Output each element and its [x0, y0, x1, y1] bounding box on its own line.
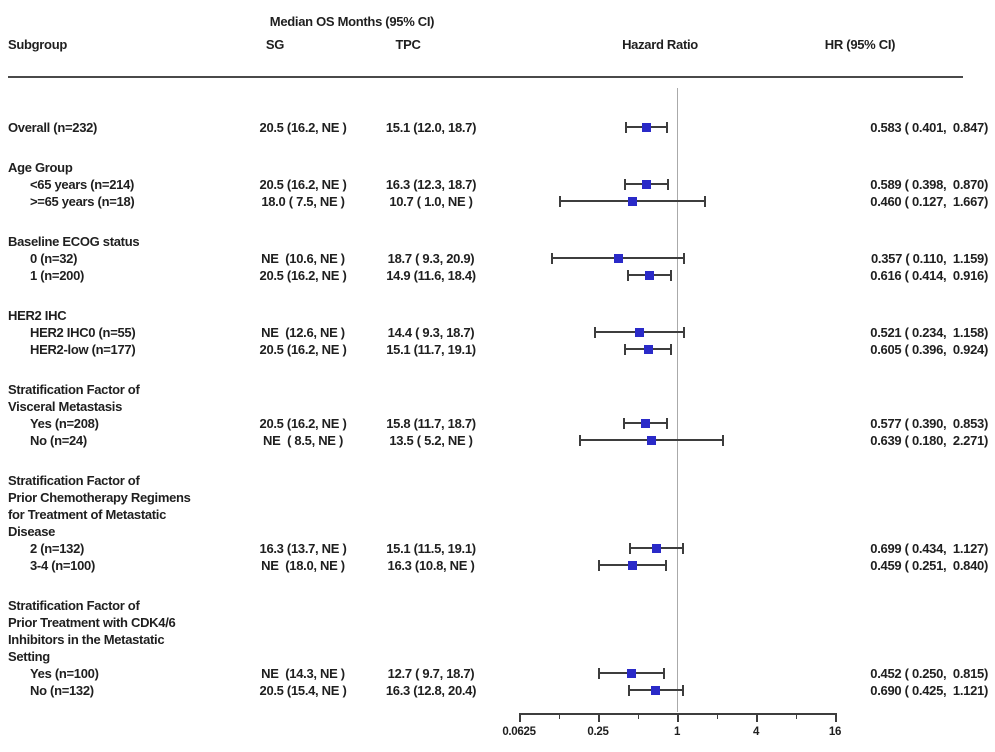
section-header-label: Age Group — [8, 160, 73, 175]
ci-cap-right — [682, 685, 684, 696]
axis-tick-label: 4 — [752, 726, 760, 738]
tpc-median-os-value: 15.1 (11.5, 19.1) — [386, 541, 476, 556]
tpc-median-os-value: 14.9 (11.6, 18.4) — [386, 268, 476, 283]
row-label: <65 years (n=214) — [30, 177, 135, 192]
hr-point-marker — [641, 419, 650, 428]
axis-minor-tick — [638, 713, 640, 719]
sg-column-header: SG — [265, 37, 285, 52]
hr-ci-text: 0.521 ( 0.234, 1.158) — [870, 325, 988, 340]
forest-row — [0, 324, 995, 341]
ci-cap-right — [683, 327, 685, 338]
sg-median-os-value: NE (12.6, NE ) — [261, 325, 345, 340]
row-label: HER2 IHC0 (n=55) — [30, 325, 136, 340]
hr-ci-text: 0.357 ( 0.110, 1.159) — [871, 251, 988, 266]
row-label: Yes (n=100) — [30, 666, 99, 681]
ci-cap-left — [579, 435, 581, 446]
row-label: 0 (n=32) — [30, 251, 78, 266]
hr-point-marker — [651, 686, 660, 695]
hr-point-marker — [614, 254, 623, 263]
axis-major-tick — [598, 713, 600, 722]
ci-cap-left — [559, 196, 561, 207]
ci-cap-left — [624, 344, 626, 355]
row-label: 2 (n=132) — [30, 541, 85, 556]
ci-cap-left — [629, 543, 631, 554]
ci-cap-right — [665, 560, 667, 571]
hr-ci-text: 0.583 ( 0.401, 0.847) — [870, 120, 988, 135]
sg-median-os-value: 20.5 (16.2, NE ) — [259, 120, 347, 135]
axis-minor-tick — [559, 713, 561, 719]
forest-row — [0, 557, 995, 574]
axis-major-tick — [677, 713, 679, 722]
section-header-line — [0, 472, 995, 489]
section-header-label: Prior Chemotherapy Regimens — [8, 490, 191, 505]
row-label: No (n=24) — [30, 433, 87, 448]
ci-cap-right — [670, 344, 672, 355]
ci-cap-right — [722, 435, 724, 446]
sg-median-os-value: 18.0 ( 7.5, NE ) — [261, 194, 345, 209]
forest-row — [0, 432, 995, 449]
ci-cap-left — [627, 270, 629, 281]
os-months-span-header: Median OS Months (95% CI) — [269, 14, 435, 29]
row-label: 3-4 (n=100) — [30, 558, 95, 573]
section-header-line — [0, 648, 995, 665]
ci-cap-left — [624, 179, 626, 190]
hr-point-marker — [635, 328, 644, 337]
forest-row — [0, 341, 995, 358]
forest-row — [0, 682, 995, 699]
tpc-median-os-value: 16.3 (10.8, NE ) — [387, 558, 475, 573]
section-header-line — [0, 523, 995, 540]
forest-row — [0, 176, 995, 193]
axis-major-tick — [835, 713, 837, 722]
hr-ci-text: 0.616 ( 0.414, 0.916) — [870, 268, 988, 283]
ci-cap-right — [667, 179, 669, 190]
axis-baseline — [519, 713, 835, 715]
section-header-label: HER2 IHC — [8, 308, 67, 323]
section-header-label: Visceral Metastasis — [8, 399, 123, 414]
axis-tick-label: 1 — [673, 726, 681, 738]
tpc-median-os-value: 13.5 ( 5.2, NE ) — [389, 433, 473, 448]
subgroup-column-header: Subgroup — [8, 37, 67, 52]
ci-cap-right — [663, 668, 665, 679]
hr-ci-text: 0.605 ( 0.396, 0.924) — [870, 342, 988, 357]
section-header-line — [0, 398, 995, 415]
section-header-line — [0, 381, 995, 398]
hr-ci-text: 0.589 ( 0.398, 0.870) — [870, 177, 988, 192]
axis-major-tick — [519, 713, 521, 722]
hr-point-marker — [628, 561, 637, 570]
hr-point-marker — [627, 669, 636, 678]
row-label: Overall (n=232) — [8, 120, 98, 135]
hr-point-marker — [652, 544, 661, 553]
hr-ci-text: 0.460 ( 0.127, 1.667) — [870, 194, 988, 209]
tpc-median-os-value: 18.7 ( 9.3, 20.9) — [387, 251, 475, 266]
tpc-median-os-value: 12.7 ( 9.7, 18.7) — [387, 666, 475, 681]
sg-median-os-value: 20.5 (16.2, NE ) — [259, 342, 347, 357]
hr-point-marker — [628, 197, 637, 206]
ci-cap-left — [625, 122, 627, 133]
section-header-line — [0, 233, 995, 250]
ci-cap-left — [598, 560, 600, 571]
forest-row — [0, 119, 995, 136]
section-header-line — [0, 597, 995, 614]
section-header-label: Disease — [8, 524, 56, 539]
tpc-median-os-value: 15.1 (11.7, 19.1) — [386, 342, 476, 357]
forest-row — [0, 267, 995, 284]
hr-point-marker — [642, 180, 651, 189]
hr-ci-text: 0.639 ( 0.180, 2.271) — [870, 433, 988, 448]
tpc-median-os-value: 14.4 ( 9.3, 18.7) — [387, 325, 475, 340]
hr-point-marker — [645, 271, 654, 280]
sg-median-os-value: NE (18.0, NE ) — [261, 558, 345, 573]
section-header-label: Setting — [8, 649, 50, 664]
axis-major-tick — [756, 713, 758, 722]
sg-median-os-value: 20.5 (15.4, NE ) — [259, 683, 347, 698]
tpc-median-os-value: 10.7 ( 1.0, NE ) — [389, 194, 473, 209]
hr-point-marker — [644, 345, 653, 354]
ci-cap-right — [682, 543, 684, 554]
section-header-label: Stratification Factor of — [8, 382, 140, 397]
ci-cap-right — [683, 253, 685, 264]
ci-cap-left — [594, 327, 596, 338]
ci-cap-right — [666, 418, 668, 429]
sg-median-os-value: 20.5 (16.2, NE ) — [259, 416, 347, 431]
hr-ci-text: 0.459 ( 0.251, 0.840) — [870, 558, 988, 573]
forest-row — [0, 415, 995, 432]
ci-cap-right — [670, 270, 672, 281]
sg-median-os-value: 20.5 (16.2, NE ) — [259, 268, 347, 283]
section-header-line — [0, 489, 995, 506]
hr-ci-text: 0.699 ( 0.434, 1.127) — [870, 541, 988, 556]
ci-cap-left — [551, 253, 553, 264]
section-header-label: Prior Treatment with CDK4/6 — [8, 615, 176, 630]
section-header-line — [0, 506, 995, 523]
ci-cap-right — [704, 196, 706, 207]
tpc-median-os-value: 16.3 (12.3, 18.7) — [385, 177, 477, 192]
hr-point-marker — [642, 123, 651, 132]
hr-ci-text: 0.577 ( 0.390, 0.853) — [870, 416, 988, 431]
hr-ci-text: 0.690 ( 0.425, 1.121) — [870, 683, 988, 698]
ci-cap-left — [623, 418, 625, 429]
section-header-line — [0, 159, 995, 176]
hr-ci-text: 0.452 ( 0.250, 0.815) — [870, 666, 988, 681]
axis-minor-tick — [717, 713, 719, 719]
sg-median-os-value: NE (14.3, NE ) — [261, 666, 345, 681]
section-header-label: Baseline ECOG status — [8, 234, 140, 249]
tpc-median-os-value: 16.3 (12.8, 20.4) — [385, 683, 477, 698]
section-header-label: Inhibitors in the Metastatic — [8, 632, 165, 647]
sg-median-os-value: 20.5 (16.2, NE ) — [259, 177, 347, 192]
forest-row — [0, 540, 995, 557]
forest-row — [0, 193, 995, 210]
sg-median-os-value: NE (10.6, NE ) — [261, 251, 345, 266]
hazard-ratio-column-header: Hazard Ratio — [622, 37, 698, 52]
hr-ci-column-header: HR (95% CI) — [824, 37, 896, 52]
row-label: HER2-low (n=177) — [30, 342, 136, 357]
row-label: 1 (n=200) — [30, 268, 85, 283]
section-header-label: Stratification Factor of — [8, 473, 140, 488]
forest-row — [0, 250, 995, 267]
ci-cap-right — [666, 122, 668, 133]
row-label: Yes (n=208) — [30, 416, 99, 431]
tpc-median-os-value: 15.8 (11.7, 18.7) — [386, 416, 476, 431]
section-header-line — [0, 307, 995, 324]
axis-tick-label: 0.25 — [587, 726, 609, 738]
sg-median-os-value: NE ( 8.5, NE ) — [262, 433, 344, 448]
section-header-label: Stratification Factor of — [8, 598, 140, 613]
tpc-median-os-value: 15.1 (12.0, 18.7) — [385, 120, 477, 135]
row-label: >=65 years (n=18) — [30, 194, 135, 209]
section-header-line — [0, 614, 995, 631]
section-header-label: for Treatment of Metastatic — [8, 507, 167, 522]
forest-row — [0, 665, 995, 682]
section-header-line — [0, 631, 995, 648]
row-label: No (n=132) — [30, 683, 94, 698]
sg-median-os-value: 16.3 (13.7, NE ) — [259, 541, 347, 556]
axis-tick-label: 0.0625 — [502, 726, 536, 738]
ci-cap-left — [628, 685, 630, 696]
tpc-column-header: TPC — [395, 37, 421, 52]
axis-tick-label: 16 — [828, 726, 842, 738]
hr-point-marker — [647, 436, 656, 445]
ci-cap-left — [598, 668, 600, 679]
axis-minor-tick — [796, 713, 798, 719]
